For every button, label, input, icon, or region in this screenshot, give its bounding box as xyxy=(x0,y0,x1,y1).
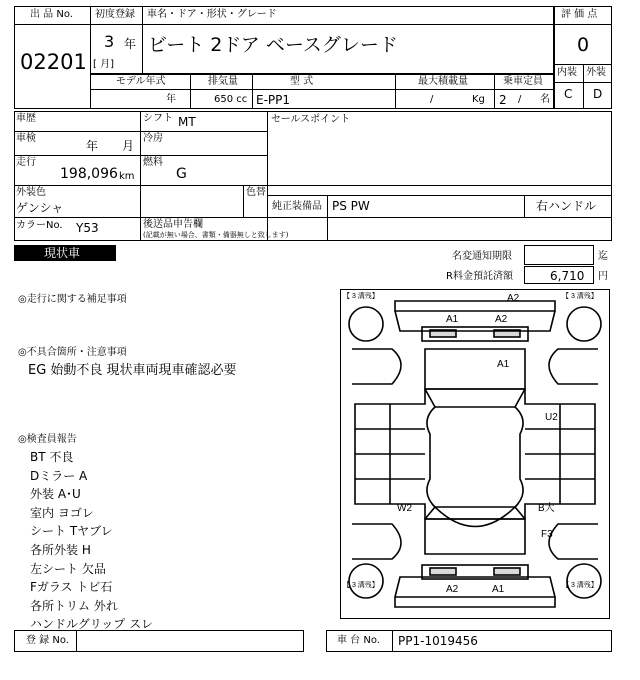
max-load-label: 最大積載量 xyxy=(418,76,468,87)
inspector-item: ハンドルグリップ スレ xyxy=(30,617,154,632)
displacement-label: 排気量 xyxy=(208,76,238,87)
cabin-outline xyxy=(427,407,523,507)
inspector-item: BT 不良 xyxy=(30,450,74,464)
inspector-item: 室内 ヨゴレ xyxy=(30,505,94,520)
genuine-value: PS PW xyxy=(332,199,370,213)
lot-label: 出 品 No. xyxy=(30,9,73,20)
driving-title: ◎走行に関する補足事項 xyxy=(18,294,127,305)
displacement: 650 cc xyxy=(214,94,248,105)
chassis-value: PP1-1019456 xyxy=(398,634,478,648)
wheel-rr xyxy=(567,307,601,341)
inspection-month: 月 xyxy=(122,139,135,153)
mark-trunk: A1 xyxy=(497,359,510,370)
mark-right-side: U2 xyxy=(545,412,558,423)
model-year-label: モデル年式 xyxy=(116,76,166,87)
history-label: 車歴 xyxy=(16,113,36,124)
mileage-label: 走行 xyxy=(16,157,36,168)
front-bumper-outline xyxy=(395,597,555,607)
mileage-value: 198,096 xyxy=(60,166,118,182)
tire-label-fl: 【 3 溝残】 xyxy=(343,582,379,589)
reg-no-label: 登 録 No. xyxy=(26,635,69,646)
capacity-value: 2 xyxy=(499,93,507,107)
mark-right-door: B大 xyxy=(538,503,555,514)
inspection-label: 車検 xyxy=(16,133,36,144)
inspector-list xyxy=(30,448,153,634)
first-reg-year: 3 xyxy=(104,32,115,51)
inspector-item: 各所外装 H xyxy=(30,542,91,557)
exterior-label: 外装 xyxy=(586,67,606,78)
capacity-sep: / xyxy=(518,94,522,105)
mark-front-bumper-l: A2 xyxy=(446,584,459,595)
capacity-unit: 名 xyxy=(540,94,550,105)
tire-label-rr: 【 3 溝残】 xyxy=(562,293,598,300)
handle-value: 右ハンドル xyxy=(536,199,597,213)
inspector-item: 外装 A･U xyxy=(30,487,81,502)
capacity-label: 乗車定員 xyxy=(503,76,543,87)
lot-number: 02201 xyxy=(20,50,87,74)
wheel-rl xyxy=(349,307,383,341)
first-reg-year-unit: 年 xyxy=(124,37,137,51)
sales-point-label: セールスポイント xyxy=(271,114,351,125)
mark-rear-light-l: A1 xyxy=(446,314,459,325)
notice-box xyxy=(524,245,594,265)
car-name: ビート 2ドア ベースグレード xyxy=(148,34,398,56)
fuel-value: G xyxy=(176,166,187,182)
name-label: 車名・ドア・形状・グレード xyxy=(147,9,277,20)
tire-label-rl: 【 3 溝残】 xyxy=(343,293,379,300)
shift-value: MT xyxy=(178,115,196,129)
score-label: 評 価 点 xyxy=(561,9,598,20)
mark-rear-bumper: A2 xyxy=(507,293,520,304)
inspector-title: ◎検査員報告 xyxy=(18,434,77,445)
shift-label: シフト xyxy=(143,113,173,124)
color-no-label: カラーNo. xyxy=(16,220,63,231)
color-label: 外装色 xyxy=(16,187,46,198)
mark-front-bumper-r: A1 xyxy=(492,584,505,595)
max-load-unit: Kg xyxy=(472,94,485,105)
notice-label: 名変通知期限 xyxy=(452,251,512,262)
color-change-label: 色替 xyxy=(246,187,266,198)
inspector-item: シート Tヤブレ xyxy=(30,524,113,539)
defects-text: EG 始動不良 現状車両現車確認必要 xyxy=(28,363,237,378)
color-no-value: Y53 xyxy=(76,221,99,235)
chassis-label: 車 台 No. xyxy=(337,635,380,646)
type-value: E-PP1 xyxy=(256,93,291,107)
rear-bumper-outline xyxy=(395,301,555,311)
inspector-item: 各所トリム 外れ xyxy=(30,598,118,613)
fuel-label: 燃料 xyxy=(143,157,163,168)
max-load-value: / xyxy=(430,94,434,105)
inspector-item: Fガラス トビ石 xyxy=(30,580,113,595)
aftermarket-note: (記載が無い場合、書類・備器無しと致します) xyxy=(143,231,289,239)
tire-label-fr: 【 3 溝残】 xyxy=(562,582,598,589)
first-reg-label: 初度登録 xyxy=(95,9,135,20)
recycle-amount: 6,710 xyxy=(550,269,585,283)
aftermarket-label: 後送品申告欄 xyxy=(143,219,203,230)
mark-rear-light-r: A2 xyxy=(495,314,508,325)
mark-front-fender: F3 xyxy=(541,529,553,540)
current-car-label: 現状車 xyxy=(44,246,81,260)
first-reg-month: [ 月] xyxy=(93,59,114,70)
car-diagram xyxy=(340,289,610,619)
inspection-year: 年 xyxy=(86,139,99,153)
ac-label: 冷房 xyxy=(143,133,163,144)
mark-left-door: W2 xyxy=(397,503,412,514)
notice-suffix: 迄 xyxy=(598,251,608,262)
wheel-fl xyxy=(349,564,383,598)
defects-title: ◎不具合箇所・注意事項 xyxy=(18,347,127,358)
wheel-fr xyxy=(567,564,601,598)
type-label: 型 式 xyxy=(290,76,314,87)
genuine-label: 純正装備品 xyxy=(272,201,322,212)
interior-grade: C xyxy=(564,87,573,101)
exterior-grade: D xyxy=(593,87,603,101)
recycle-label: R料金預託済額 xyxy=(446,271,513,282)
model-year-unit: 年 xyxy=(166,94,176,105)
inspector-item: Dミラー A xyxy=(30,468,88,483)
inspector-item: 左シート 欠品 xyxy=(30,561,106,576)
interior-label: 内装 xyxy=(557,67,577,78)
color-value: ゲンシャ xyxy=(16,201,64,215)
mileage-unit: km xyxy=(119,171,135,182)
recycle-unit: 円 xyxy=(598,271,608,282)
score-value: 0 xyxy=(577,34,590,56)
